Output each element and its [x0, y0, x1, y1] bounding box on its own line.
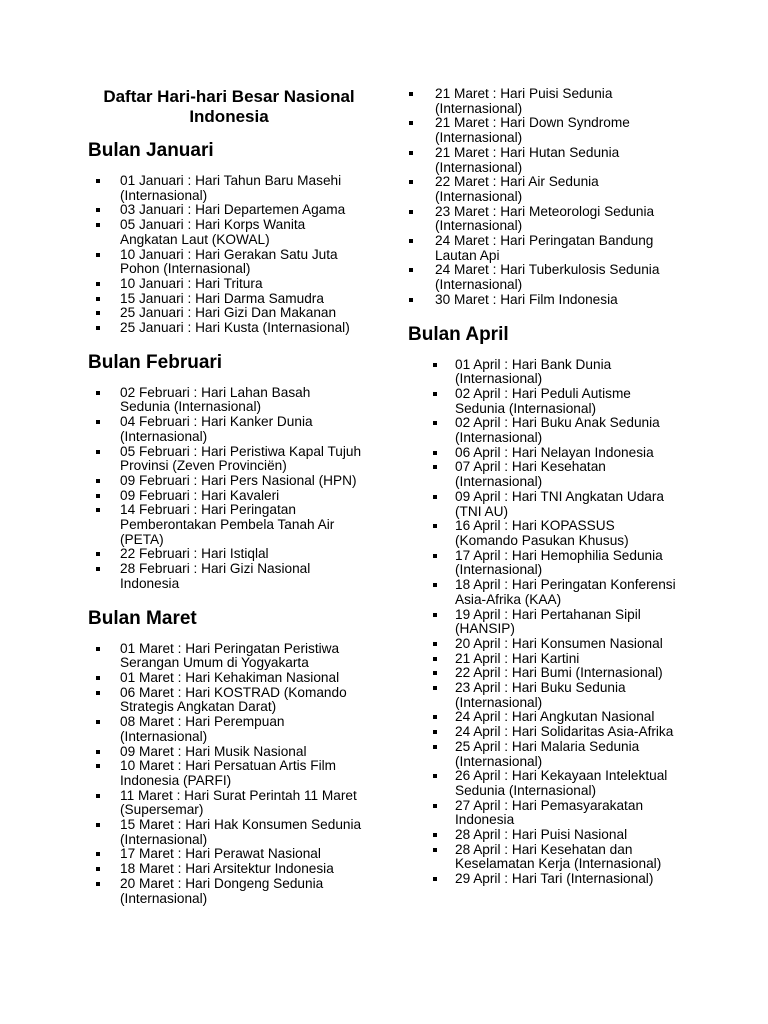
holiday-entry: 18 Maret : Hari Arsitektur Indonesia [120, 861, 334, 877]
bullet-square-icon [433, 681, 455, 710]
bullet-square-icon [96, 562, 120, 591]
bullet-square-icon [96, 174, 120, 203]
holiday-entry: 14 Februari : Hari Peringatan Pemberontakan Pembela Tanah Air (PETA) [120, 502, 335, 547]
holiday-entry: 15 Maret : Hari Hak Konsumen Sedunia (Internasional) [120, 817, 362, 847]
bullet-square-icon [409, 87, 435, 116]
bullet-square-icon [96, 292, 120, 307]
bullet-square-icon [96, 503, 120, 547]
bullet-square-icon [409, 234, 435, 263]
list-item [408, 460, 720, 489]
bullet-square-icon [96, 745, 120, 760]
bullet-square-icon [96, 818, 120, 847]
holiday-entry: 15 Januari : Hari Darma Samudra [120, 290, 324, 306]
bullet-square-icon [96, 877, 120, 906]
bullet-square-icon [433, 637, 455, 652]
holiday-entry: 26 April : Hari Kekayaan Intelektual Sedunia (Internasional) [455, 768, 668, 798]
holiday-entry: 28 April : Hari Kesehatan dan Keselamatan Kerja (Internasional) [455, 841, 662, 872]
bullet-square-icon [433, 578, 455, 607]
bullet-square-icon [96, 642, 120, 671]
holiday-entry: 09 Maret : Hari Musik Nasional [120, 743, 307, 759]
bullet-square-icon [433, 769, 455, 798]
holiday-entry: 21 April : Hari Kartini [455, 650, 580, 666]
list-item [408, 872, 720, 887]
list-item [88, 415, 370, 444]
bullet-square-icon [433, 490, 455, 519]
holiday-entry: 25 April : Hari Malaria Sedunia (Internasional) [455, 738, 640, 769]
holiday-entry: 30 Maret : Hari Film Indonesia [435, 291, 618, 307]
bullet-square-icon [409, 175, 435, 204]
list-item [88, 292, 370, 307]
bullet-square-icon [433, 387, 455, 416]
holiday-entry: 18 April : Hari Peringatan Konferensi Asia-Afrika (KAA) [455, 577, 676, 607]
holiday-entry: 01 Januari : Hari Tahun Baru Masehi (Internasional) [120, 173, 342, 203]
bullet-square-icon [433, 358, 455, 387]
holiday-entry: 09 Februari : Hari Pers Nasional (HPN) [120, 472, 357, 488]
holiday-entry: 28 April : Hari Puisi Nasional [455, 827, 628, 843]
list-item [408, 175, 720, 204]
bullet-square-icon [409, 116, 435, 145]
bullet-square-icon [409, 263, 435, 292]
list-item [88, 306, 370, 321]
holiday-list-maret-right [408, 87, 720, 308]
bullet-square-icon [96, 277, 120, 292]
list-item [88, 789, 370, 818]
list-item [408, 234, 720, 263]
holiday-entry: 24 April : Hari Solidaritas Asia-Afrika [455, 724, 674, 740]
list-item [88, 503, 370, 547]
holiday-entry: 20 April : Hari Konsumen Nasional [455, 635, 663, 651]
holiday-entry: 03 Januari : Hari Departemen Agama [120, 202, 346, 218]
holiday-entry: 06 Maret : Hari KOSTRAD (Komando Strategis Angkatan Darat) [120, 684, 347, 715]
list-item [88, 745, 370, 760]
list-item [88, 386, 370, 415]
bullet-square-icon [96, 547, 120, 562]
bullet-square-icon [96, 386, 120, 415]
holiday-entry: 27 April : Hari Pemasyarakatan Indonesia [455, 797, 644, 828]
list-item [408, 710, 720, 725]
bullet-square-icon [96, 847, 120, 862]
bullet-square-icon [433, 725, 455, 740]
list-item [408, 519, 720, 548]
list-item [408, 652, 720, 667]
holiday-list-februari [88, 386, 370, 592]
list-item [408, 446, 720, 461]
list-item [408, 681, 720, 710]
list-item [88, 877, 370, 906]
holiday-entry: 05 Februari : Hari Peristiwa Kapal Tujuh Provinsi (Zeven Provinciën) [120, 443, 362, 474]
holiday-entry: 21 Maret : Hari Down Syndrome (Internasional) [435, 115, 630, 146]
list-item [408, 578, 720, 607]
holiday-entry: 08 Maret : Hari Perempuan (Internasional) [120, 714, 285, 744]
holiday-entry: 24 Maret : Hari Peringatan Bandung Lautan Api [435, 233, 654, 263]
bullet-square-icon [433, 460, 455, 489]
list-item [408, 740, 720, 769]
list-item [88, 321, 370, 336]
holiday-entry: 02 Februari : Hari Lahan Basah Sedunia (Internasional) [120, 384, 311, 415]
bullet-square-icon [433, 710, 455, 725]
bullet-square-icon [409, 293, 435, 308]
page-title: Daftar Hari-hari Besar Nasional Indonesia [103, 87, 355, 126]
holiday-entry: 09 Februari : Hari Kavaleri [120, 487, 280, 503]
holiday-list-januari [88, 174, 370, 336]
list-item [408, 549, 720, 578]
holiday-entry: 16 April : Hari KOPASSUS (Komando Pasukan Khusus) [455, 518, 629, 548]
holiday-entry: 01 Maret : Hari Peringatan Peristiwa Serangan Umum di Yogyakarta [120, 640, 340, 671]
list-item [88, 686, 370, 715]
right-column [408, 87, 720, 887]
list-item [408, 608, 720, 637]
holiday-entry: 02 April : Hari Buku Anak Sedunia (Internasional) [455, 415, 660, 446]
holiday-entry: 11 Maret : Hari Surat Perintah 11 Maret (Supersemar) [120, 787, 357, 818]
holiday-list-april [408, 358, 720, 887]
list-item [88, 642, 370, 671]
holiday-entry: 17 Maret : Hari Perawat Nasional [120, 846, 321, 862]
left-column [88, 87, 370, 906]
bullet-square-icon [433, 608, 455, 637]
list-item [88, 474, 370, 489]
bullet-square-icon [96, 415, 120, 444]
holiday-entry: 28 Februari : Hari Gizi Nasional Indonesia [120, 561, 311, 591]
list-item [408, 293, 720, 308]
list-item [408, 263, 720, 292]
list-item [408, 725, 720, 740]
holiday-list-maret-left [88, 642, 370, 907]
holiday-entry: 25 Januari : Hari Kusta (Internasional) [120, 320, 350, 336]
bullet-square-icon [433, 828, 455, 843]
bullet-square-icon [96, 306, 120, 321]
list-item [408, 358, 720, 387]
holiday-entry: 10 Maret : Hari Persatuan Artis Film Indonesia (PARFI) [120, 758, 337, 788]
holiday-entry: 09 April : Hari TNI Angkatan Udara (TNI AU) [455, 488, 665, 519]
bullet-square-icon [433, 843, 455, 872]
holiday-entry: 10 Januari : Hari Gerakan Satu Juta Pohon (Internasional) [120, 246, 338, 277]
list-item [408, 387, 720, 416]
bullet-square-icon [96, 671, 120, 686]
holiday-entry: 21 Maret : Hari Hutan Sedunia (Internasional) [435, 144, 620, 175]
section-heading-februari: Bulan Februari [88, 351, 223, 373]
holiday-entry: 17 April : Hari Hemophilia Sedunia (Internasional) [455, 547, 663, 578]
holiday-entry: 22 Februari : Hari Istiqlal [120, 546, 269, 562]
holiday-entry: 06 April : Hari Nelayan Indonesia [455, 444, 654, 460]
holiday-entry: 10 Januari : Hari Tritura [120, 275, 263, 291]
list-item [88, 218, 370, 247]
bullet-square-icon [433, 740, 455, 769]
bullet-square-icon [96, 686, 120, 715]
list-item [408, 637, 720, 652]
list-item [88, 203, 370, 218]
list-item [88, 671, 370, 686]
bullet-square-icon [409, 205, 435, 234]
list-item [408, 416, 720, 445]
bullet-square-icon [96, 218, 120, 247]
holiday-entry: 01 Maret : Hari Kehakiman Nasional [120, 669, 340, 685]
holiday-entry: 22 April : Hari Bumi (Internasional) [455, 665, 663, 681]
bullet-square-icon [433, 666, 455, 681]
bullet-square-icon [96, 321, 120, 336]
list-item [408, 666, 720, 681]
bullet-square-icon [96, 248, 120, 277]
bullet-square-icon [96, 474, 120, 489]
list-item [408, 205, 720, 234]
bullet-square-icon [409, 146, 435, 175]
list-item [88, 847, 370, 862]
holiday-entry: 05 Januari : Hari Korps Wanita Angkatan Laut (KOWAL) [120, 217, 306, 247]
bullet-square-icon [96, 789, 120, 818]
holiday-entry: 21 Maret : Hari Puisi Sedunia (Internasional) [435, 86, 613, 116]
bullet-square-icon [433, 872, 455, 887]
bullet-square-icon [433, 652, 455, 667]
bullet-square-icon [433, 446, 455, 461]
list-item [408, 116, 720, 145]
bullet-square-icon [433, 799, 455, 828]
holiday-entry: 22 Maret : Hari Air Sedunia (Internasional) [435, 174, 599, 204]
list-item [88, 562, 370, 591]
list-item [88, 759, 370, 788]
list-item [88, 489, 370, 504]
bullet-square-icon [96, 759, 120, 788]
holiday-entry: 24 April : Hari Angkutan Nasional [455, 709, 655, 725]
list-item [408, 87, 720, 116]
bullet-square-icon [96, 862, 120, 877]
holiday-entry: 23 Maret : Hari Meteorologi Sedunia (Internasional) [435, 203, 655, 234]
list-item [408, 843, 720, 872]
list-item [408, 490, 720, 519]
holiday-entry: 23 April : Hari Buku Sedunia (Internasional) [455, 680, 626, 710]
list-item [408, 146, 720, 175]
list-item [88, 277, 370, 292]
list-item [408, 828, 720, 843]
list-item [408, 799, 720, 828]
holiday-entry: 19 April : Hari Pertahanan Sipil (HANSIP) [455, 606, 641, 637]
bullet-square-icon [96, 715, 120, 744]
holiday-entry: 24 Maret : Hari Tuberkulosis Sedunia (Internasional) [435, 262, 660, 293]
holiday-entry: 25 Januari : Hari Gizi Dan Makanan [120, 305, 337, 321]
list-item [88, 715, 370, 744]
section-heading-april: Bulan April [408, 323, 509, 345]
holiday-entry: 07 April : Hari Kesehatan (Internasional) [455, 459, 606, 490]
bullet-square-icon [96, 445, 120, 474]
list-item [88, 248, 370, 277]
holiday-entry: 01 April : Hari Bank Dunia (Internasional) [455, 356, 612, 387]
holiday-entry: 29 April : Hari Tari (Internasional) [455, 871, 654, 887]
holiday-entry: 02 April : Hari Peduli Autisme Sedunia (Internasional) [455, 385, 631, 416]
holiday-entry: 20 Maret : Hari Dongeng Sedunia (Internasional) [120, 875, 324, 906]
list-item [88, 547, 370, 562]
list-item [88, 818, 370, 847]
section-heading-maret: Bulan Maret [88, 607, 197, 629]
bullet-square-icon [433, 416, 455, 445]
section-heading-januari: Bulan Januari [88, 140, 214, 161]
bullet-square-icon [433, 519, 455, 548]
list-item [88, 862, 370, 877]
bullet-square-icon [96, 489, 120, 504]
bullet-square-icon [96, 203, 120, 218]
list-item [88, 445, 370, 474]
list-item [88, 174, 370, 203]
bullet-square-icon [433, 549, 455, 578]
list-item [408, 769, 720, 798]
holiday-entry: 04 Februari : Hari Kanker Dunia (Internasional) [120, 414, 313, 444]
